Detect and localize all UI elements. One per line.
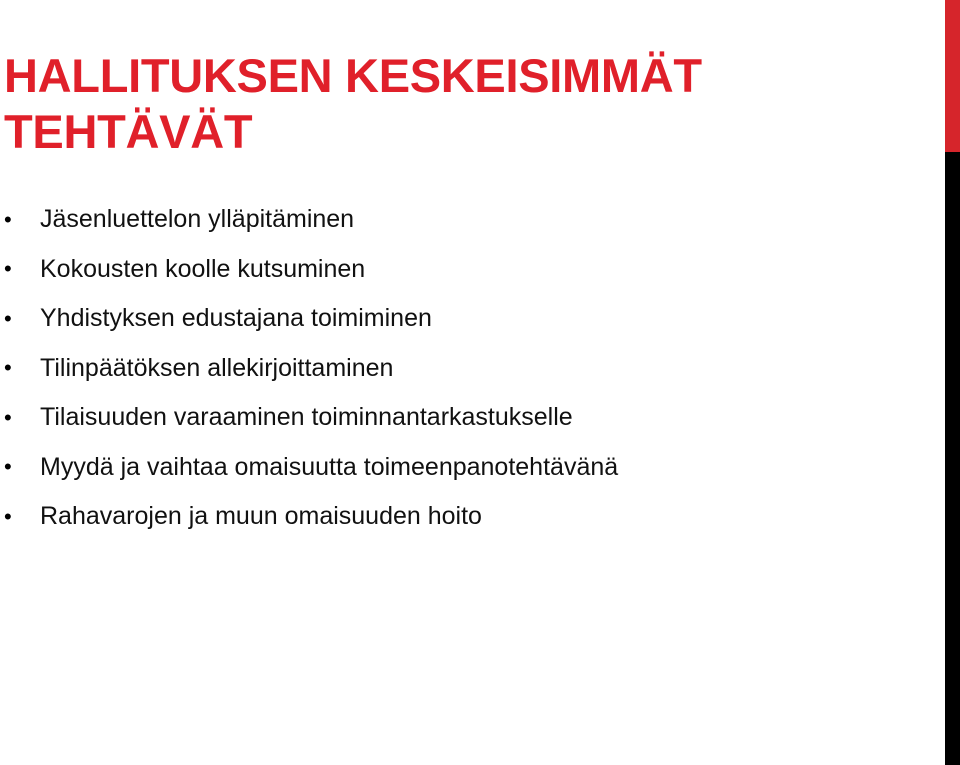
- list-item-text: Tilinpäätöksen allekirjoittaminen: [40, 353, 394, 382]
- bullet-icon: •: [4, 256, 12, 282]
- list-item-text: Jäsenluettelon ylläpitäminen: [40, 205, 355, 234]
- list-item-text: Kokousten koolle kutsuminen: [40, 254, 366, 283]
- slide-title: HALLITUKSEN KESKEISIMMÄT TEHTÄVÄT: [4, 49, 702, 158]
- bullet-icon: •: [4, 206, 12, 232]
- list-item-text: Rahavarojen ja muun omaisuuden hoito: [40, 502, 482, 531]
- bullet-icon: •: [4, 503, 12, 529]
- list-item-text: Tilaisuuden varaaminen toiminnantarkastukselle: [40, 403, 573, 432]
- bullet-icon: •: [4, 454, 12, 480]
- bullet-icon: •: [4, 305, 12, 331]
- list-item-text: Myydä ja vaihtaa omaisuutta toimeenpanotehtävänä: [40, 452, 619, 481]
- bullet-icon: •: [4, 404, 12, 430]
- side-accent-bar-red: [945, 0, 960, 152]
- side-accent-bar-black: [945, 152, 960, 765]
- list-item-text: Yhdistyksen edustajana toimiminen: [40, 304, 432, 333]
- bullet-icon: •: [4, 355, 12, 381]
